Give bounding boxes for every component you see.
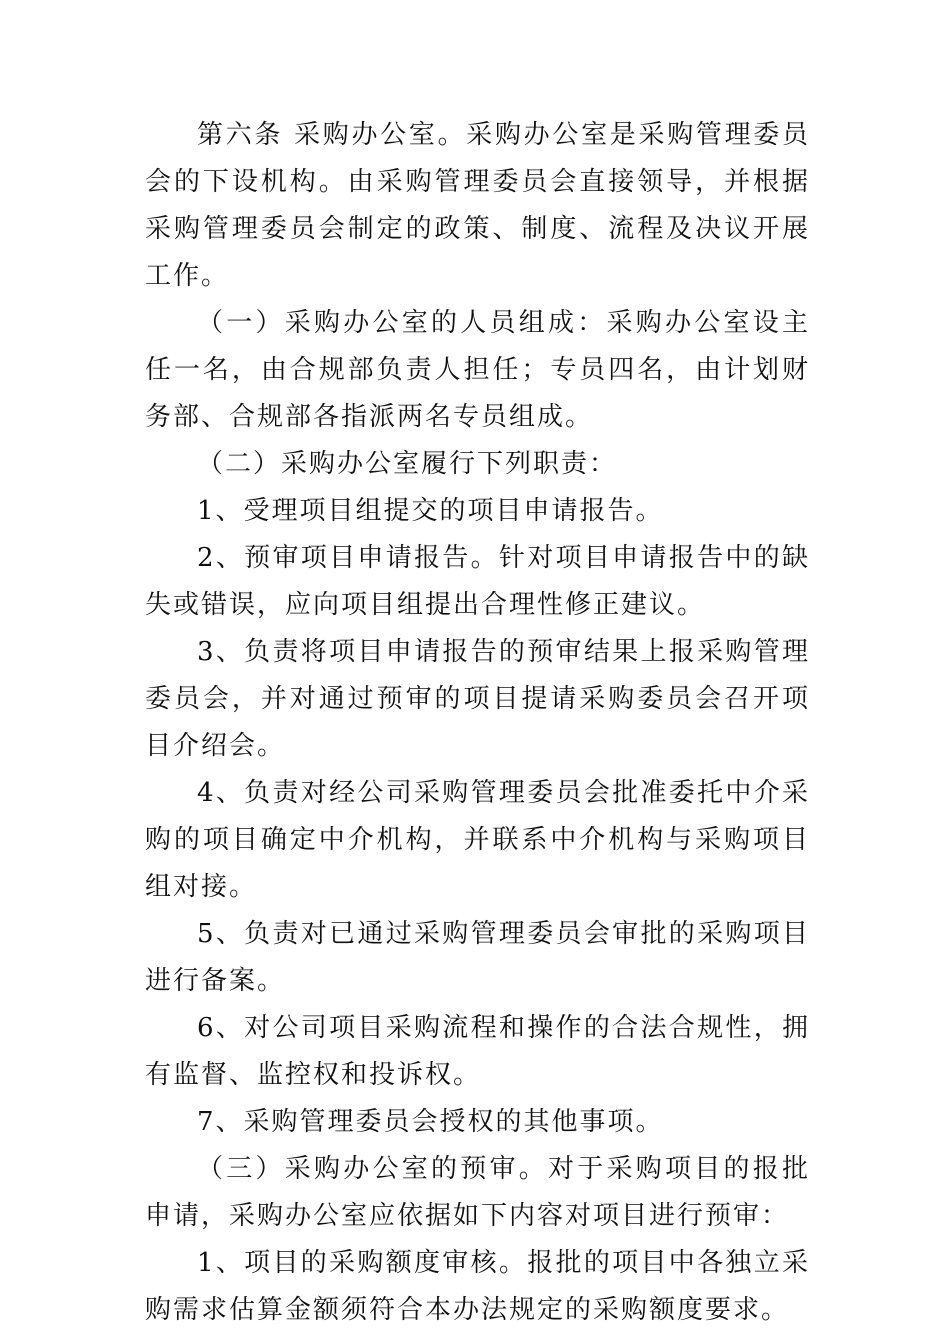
pre-review-item-1: 1、项目的采购额度审核。报批的项目中各独立采购需求估算金额须符合本办法规定的采购额度要求。 bbox=[145, 1248, 810, 1325]
pre-review-heading-paragraph: （三）采购办公室的预审。对于采购项目的报批申请，采购办公室应依据如下内容对项目进行预审： bbox=[145, 1154, 810, 1231]
duty-item-3: 3、负责将项目申请报告的预审结果上报采购管理委员会，并对通过预审的项目提请采购委员会召开项目介绍会。 bbox=[145, 637, 810, 761]
article-6-heading-paragraph: 第六条 采购办公室。采购办公室是采购管理委员会的下设机构。由采购管理委员会直接领导，并根据采购管理委员会制定的政策、制度、流程及决议开展工作。 bbox=[145, 120, 810, 291]
document-body bbox=[145, 112, 810, 1334]
duty-item-6: 6、对公司项目采购流程和操作的合法合规性，拥有监督、监控权和投诉权。 bbox=[145, 1013, 810, 1090]
staffing-paragraph: （一）采购办公室的人员组成：采购办公室设主任一名，由合规部负责人担任；专员四名，由计划财务部、合规部各指派两名专员组成。 bbox=[145, 308, 810, 432]
duty-item-1: 1、受理项目组提交的项目申请报告。 bbox=[197, 496, 664, 526]
duties-heading-paragraph: （二）采购办公室履行下列职责： bbox=[197, 449, 618, 479]
duty-item-7: 7、采购管理委员会授权的其他事项。 bbox=[197, 1107, 664, 1137]
duty-item-4: 4、负责对经公司采购管理委员会批准委托中介采购的项目确定中介机构，并联系中介机构与采购项目组对接。 bbox=[145, 778, 810, 902]
duty-item-2: 2、预审项目申请报告。针对项目申请报告中的缺失或错误，应向项目组提出合理性修正建议。 bbox=[145, 543, 810, 620]
duty-item-5: 5、负责对已通过采购管理委员会审批的采购项目进行备案。 bbox=[145, 919, 810, 996]
